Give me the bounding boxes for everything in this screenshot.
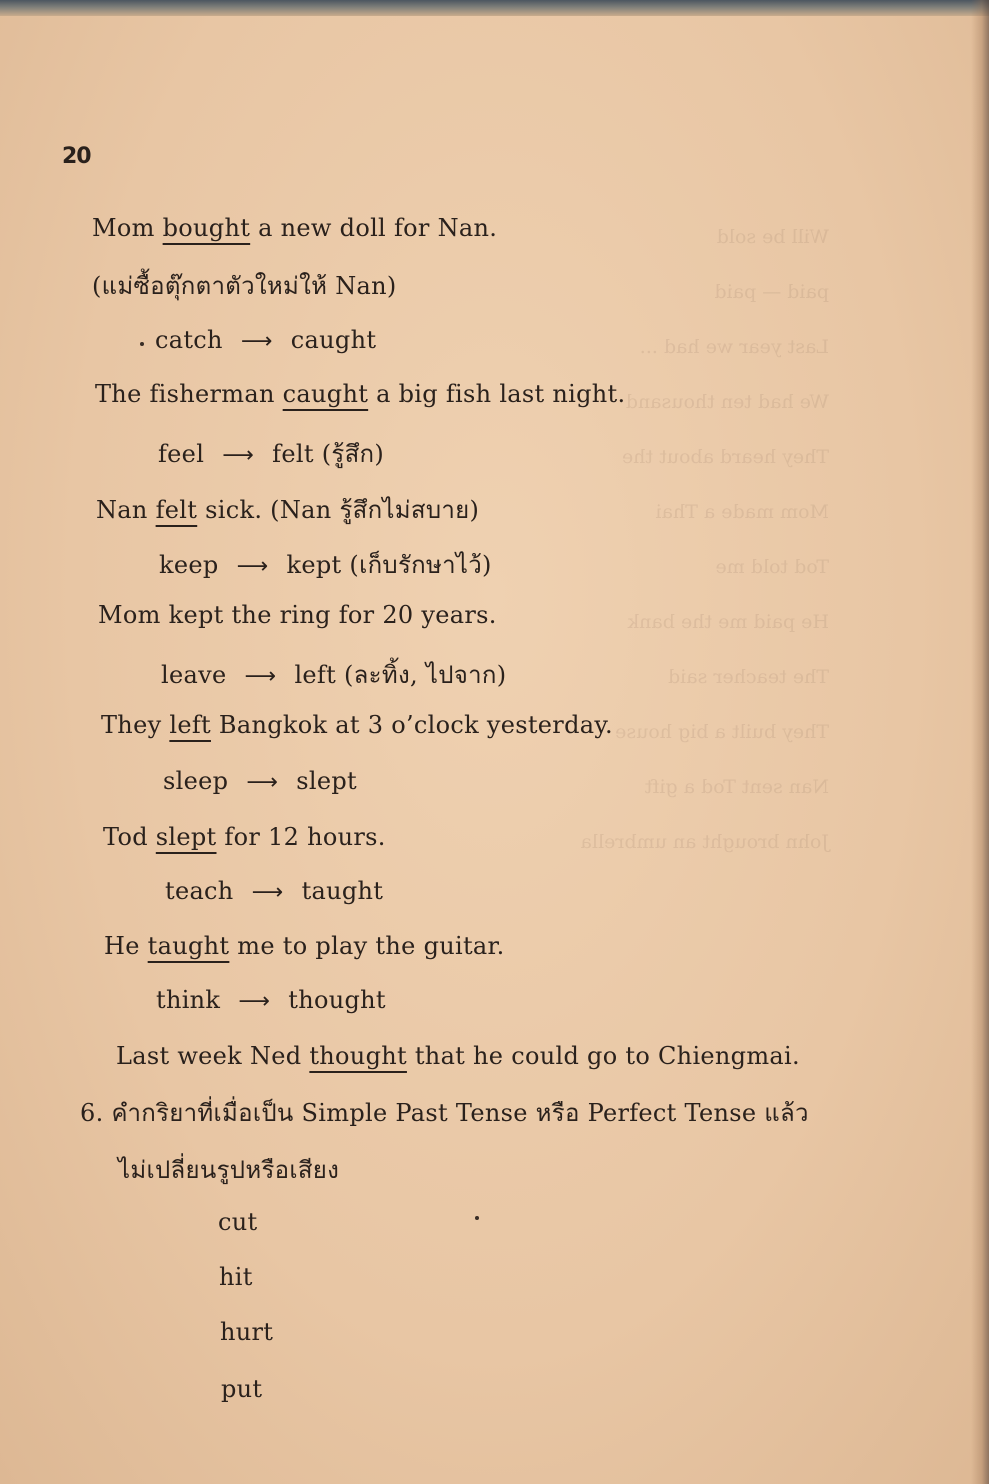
arrow-icon: ⟶: [238, 989, 271, 1014]
sentence-text: a big fish last night.: [368, 380, 626, 408]
thai-translation: (แม่ซื้อตุ๊กตาตัวใหม่ให้ Nan): [92, 272, 397, 300]
thai-meaning: (รู้สึก): [313, 440, 385, 468]
bleed-through-line: Will be sold: [716, 226, 829, 248]
bleed-through-text: [529, 210, 829, 870]
arrow-icon: ⟶: [251, 880, 284, 905]
bleed-through-line: Tod told me: [715, 556, 829, 578]
past-verb: thought: [288, 986, 386, 1014]
page-right-edge: [971, 0, 989, 1484]
section-heading-text: คำกริยาที่เมื่อเป็น Simple Past Tense หรือ Perfect Tense แล้ว: [111, 1099, 809, 1127]
past-verb: felt: [272, 440, 314, 468]
bleed-through-line: paid — paid: [714, 281, 829, 303]
bleed-through-line: They heard about the: [622, 446, 829, 468]
past-verb: caught: [290, 326, 377, 354]
sentence-text: Last week Ned: [116, 1042, 310, 1070]
unchanged-verb: hurt: [220, 1318, 274, 1346]
bleed-through-line: He paid me the bank: [627, 611, 829, 633]
arrow-icon: ⟶: [236, 554, 269, 579]
verb-form-pair: [159, 545, 492, 584]
sentence-text: me to play the guitar.: [229, 932, 505, 960]
unchanged-verb: put: [221, 1375, 263, 1403]
verb-form-pair: [158, 434, 384, 473]
example-sentence: [92, 214, 497, 242]
print-speck: [140, 342, 144, 346]
verb-form-pair: [163, 767, 357, 795]
underlined-past-verb: thought: [309, 1042, 407, 1070]
example-sentence: [104, 932, 505, 960]
base-verb: sleep: [163, 767, 229, 795]
arrow-icon: ⟶: [222, 443, 255, 468]
page-top-shadow: [0, 0, 989, 16]
sentence-text: a new doll for Nan.: [250, 214, 498, 242]
section-number: 6.: [80, 1099, 104, 1127]
sentence-text: Nan: [96, 496, 156, 524]
print-speck: [475, 1216, 479, 1220]
verb-form-pair: [155, 326, 376, 354]
verb-form-pair: [156, 986, 386, 1014]
past-verb: taught: [301, 877, 384, 905]
underlined-past-verb: bought: [162, 214, 251, 242]
bleed-through-line: Mom made a Thai: [655, 501, 829, 523]
unchanged-verb: hit: [219, 1263, 253, 1291]
verb-form-pair: [161, 655, 506, 694]
base-verb: feel: [158, 440, 205, 468]
bleed-through-line: Last year we had ...: [639, 336, 829, 358]
example-sentence: [96, 490, 479, 529]
sentence-text: He: [104, 932, 148, 960]
sentence-text: Mom: [92, 214, 163, 242]
sentence-text: Tod: [103, 823, 156, 851]
example-sentence: [95, 380, 625, 408]
arrow-icon: ⟶: [246, 770, 279, 795]
bleed-through-line: John brought an umbrella: [580, 831, 829, 853]
bleed-through-line: Nan sent Tod a gift: [644, 776, 829, 798]
thai-meaning: (ละทิ้ง, ไปจาก): [336, 661, 507, 689]
sentence-text: The fisherman: [95, 380, 283, 408]
bleed-through-line: They built a big house: [615, 721, 829, 743]
bleed-through-line: We had ten thousand: [625, 391, 829, 413]
arrow-icon: ⟶: [244, 664, 277, 689]
past-verb: kept: [286, 551, 342, 579]
example-sentence: [103, 823, 386, 851]
verb-form-pair: [165, 877, 383, 905]
underlined-past-verb: left: [169, 711, 211, 739]
underlined-past-verb: felt: [155, 496, 198, 524]
underlined-past-verb: taught: [147, 932, 230, 960]
sentence-text: that he could go to Chiengmai.: [406, 1042, 800, 1070]
example-sentence: [98, 601, 497, 629]
sentence-text: They: [101, 711, 170, 739]
sentence-text: sick. (Nan รู้สึกไม่สบาย): [197, 496, 480, 524]
past-verb: left: [294, 661, 337, 689]
thai-meaning: (เก็บรักษาไว้): [341, 551, 492, 579]
arrow-icon: ⟶: [240, 329, 273, 354]
base-verb: catch: [155, 326, 223, 354]
base-verb: teach: [165, 877, 234, 905]
underlined-past-verb: slept: [155, 823, 217, 851]
base-verb: leave: [161, 661, 227, 689]
page-number: 20: [62, 144, 91, 169]
unchanged-verb: cut: [218, 1208, 258, 1236]
underlined-past-verb: caught: [282, 380, 369, 408]
sentence-text: for 12 hours.: [216, 823, 386, 851]
sentence-text: Mom kept the ring for 20 years.: [98, 601, 497, 629]
base-verb: think: [156, 986, 221, 1014]
past-verb: slept: [296, 767, 357, 795]
section-6-heading-line-2: ไม่เปลี่ยนรูปหรือเสียง: [118, 1156, 340, 1184]
section-6-heading-line-1: [80, 1093, 809, 1132]
example-sentence: [101, 711, 613, 739]
example-sentence: [116, 1042, 800, 1070]
bleed-through-line: The teacher said: [668, 666, 829, 688]
base-verb: keep: [159, 551, 219, 579]
sentence-text: Bangkok at 3 o’clock yesterday.: [210, 711, 613, 739]
